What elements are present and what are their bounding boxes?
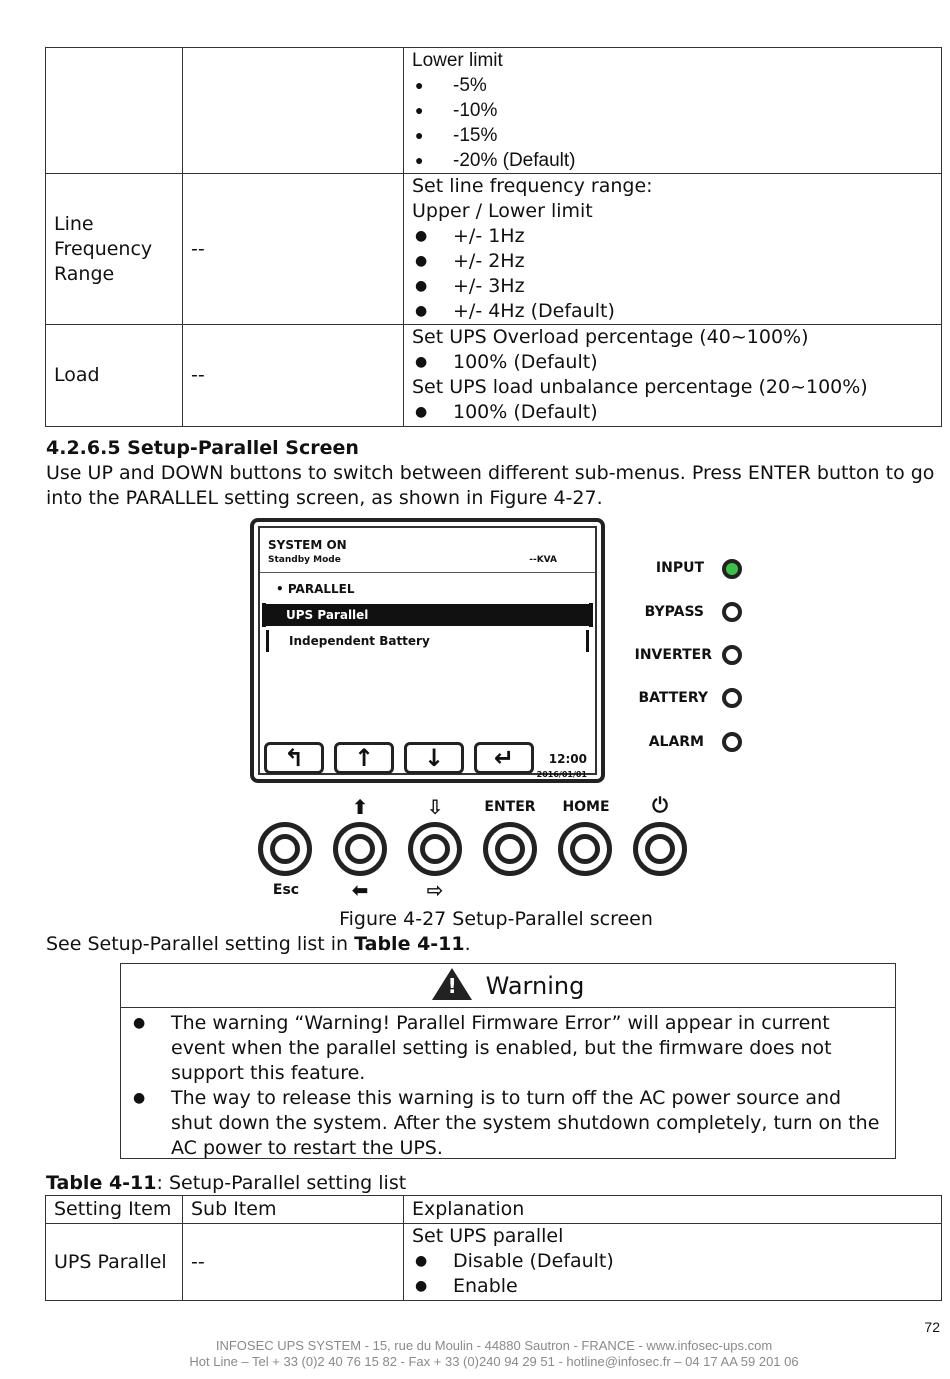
list-item: ● The warning “Warning! Parallel Firmware Error” will appear in current event when the parallel setting is enabled, but the firmware does not support this feature. — [171, 1011, 885, 1086]
lcd-item-selected: UPS Parallel — [266, 604, 589, 626]
left-key-icon: ⬅ — [351, 878, 369, 902]
explanation-line: Set UPS load unbalance percentage (20~100%) — [412, 376, 868, 398]
list-item: ● -15% — [412, 123, 933, 148]
warning-box — [120, 963, 896, 1159]
right-key-icon: ⇨ — [426, 878, 444, 902]
column-header: Sub Item — [183, 1196, 404, 1224]
esc-knob — [258, 822, 312, 876]
down-key-icon: ⇩ — [426, 795, 444, 819]
list-item: ● The way to release this warning is to turn off the AC power source and shut down the system. After the system shutdown completely, turn on the AC power to restart the UPS. — [171, 1086, 885, 1161]
warning-title: Warning — [485, 972, 585, 1000]
ups-panel-figure — [240, 515, 710, 905]
list-item: ● -10% — [412, 98, 933, 123]
table-caption-ref: Table 4-11 — [46, 1172, 157, 1194]
bullet-list — [412, 224, 933, 324]
setting-item-cell: Load — [46, 325, 183, 427]
sub-item-cell: -- — [183, 1224, 404, 1301]
sub-item-cell: -- — [183, 325, 404, 427]
home-knob — [558, 822, 612, 876]
setting-item-cell: Line Frequency Range — [46, 174, 183, 325]
setting-item-cell: UPS Parallel — [46, 1224, 183, 1301]
settings-table-continued — [45, 47, 942, 427]
table-cell — [404, 1224, 942, 1301]
bullet-list — [412, 73, 933, 173]
list-item: ● 100% (Default) — [412, 350, 933, 375]
table-header-row — [46, 1196, 942, 1224]
lcd-frame — [258, 526, 597, 779]
explanation-line: Set UPS parallel — [412, 1225, 564, 1247]
bullet-list — [412, 400, 933, 425]
table-cell — [46, 48, 183, 174]
bullet-list — [412, 350, 933, 375]
down-knob — [408, 822, 462, 876]
table-row — [46, 48, 942, 174]
lcd-menu-title: • PARALLEL — [276, 582, 355, 596]
led-label-alarm: ALARM — [648, 734, 704, 750]
section-paragraph: Use UP and DOWN buttons to switch between different sub-menus. Press ENTER button to go into the PARALLEL setting screen, as shown in Figure 4-27. — [46, 462, 935, 509]
lcd-time: 12:00 — [548, 752, 587, 766]
back-icon: ↰ — [264, 742, 324, 774]
table-row — [46, 1224, 942, 1301]
list-item: ● -20% (Default) — [412, 148, 933, 173]
explanation-header: Lower limit — [412, 50, 503, 71]
lcd-item: Independent Battery — [266, 630, 589, 652]
power-knob — [633, 822, 687, 876]
footer-hotline: Hot Line – Tel + 33 (0)2 40 76 15 82 - Fax + 33 (0)240 94 29 51 - hotline@infosec.fr – 04 17 AA 59 201 06 — [189, 1354, 799, 1369]
reference-suffix: . — [464, 933, 471, 955]
column-header: Setting Item — [46, 1196, 183, 1224]
bypass-led-icon — [722, 602, 742, 622]
up-key-icon: ⬆ — [351, 795, 369, 819]
list-item: ● +/- 1Hz — [412, 224, 933, 249]
footer-address: INFOSEC UPS SYSTEM - 15, rue du Moulin - 44880 Sautron - FRANCE - www.infosec-ups.com — [215, 1338, 773, 1353]
lcd-status: SYSTEM ON — [268, 538, 347, 552]
battery-led-icon — [722, 688, 742, 708]
table-cell — [404, 174, 942, 325]
setup-parallel-table — [45, 1195, 942, 1301]
power-icon: ⏻ — [652, 793, 668, 817]
input-led-icon — [722, 559, 742, 579]
list-item: ● -5% — [412, 73, 933, 98]
enter-knob — [483, 822, 537, 876]
list-item: ● +/- 3Hz — [412, 274, 933, 299]
enter-icon: ↵ — [474, 742, 534, 774]
explanation-line: Set line frequency range: — [412, 175, 653, 197]
inverter-led-icon — [722, 645, 742, 665]
enter-key-label: ENTER — [484, 799, 536, 815]
up-arrow-icon: ↑ — [334, 742, 394, 774]
figure-caption: Figure 4-27 Setup-Parallel screen — [339, 908, 653, 930]
explanation-line: Set UPS Overload percentage (40~100%) — [412, 326, 809, 348]
reference-link: Table 4-11 — [354, 933, 465, 955]
led-label-inverter: INVERTER — [634, 647, 712, 663]
table-row — [46, 325, 942, 427]
led-label-input: INPUT — [655, 560, 704, 576]
table-cell — [404, 325, 942, 427]
up-knob — [333, 822, 387, 876]
table-caption-text: : Setup-Parallel setting list — [156, 1172, 407, 1194]
lcd-mode: Standby Mode — [268, 555, 341, 565]
down-arrow-icon: ↓ — [404, 742, 464, 774]
warning-header — [121, 964, 895, 1008]
esc-key-label: Esc — [272, 882, 300, 898]
table-caption — [46, 1171, 406, 1196]
page-number: 72 — [924, 1319, 940, 1335]
warning-list — [121, 1008, 895, 1161]
reference-text: See Setup-Parallel setting list in — [46, 933, 355, 955]
table-cell — [183, 48, 404, 174]
divider — [260, 572, 595, 573]
led-label-bypass: BYPASS — [644, 604, 704, 620]
table-reference — [46, 932, 471, 957]
table-cell — [404, 48, 942, 174]
list-item: ● 100% (Default) — [412, 400, 933, 425]
list-item: ● +/- 4Hz (Default) — [412, 299, 933, 324]
list-item: ● Disable (Default) — [412, 1249, 933, 1274]
column-header: Explanation — [404, 1196, 942, 1224]
led-label-battery: BATTERY — [638, 690, 708, 706]
lcd-date: 2016/01/01 — [536, 770, 587, 779]
section-title: 4.2.6.5 Setup-Parallel Screen — [46, 437, 359, 459]
lcd-kva: --KVA — [529, 555, 557, 565]
warning-triangle-icon — [432, 968, 472, 1000]
sub-item-cell: -- — [183, 174, 404, 325]
explanation-line: Upper / Lower limit — [412, 200, 593, 222]
alarm-led-icon — [722, 732, 742, 752]
lcd-screen — [250, 518, 605, 783]
table-row — [46, 174, 942, 325]
list-item: ● Enable — [412, 1274, 933, 1299]
home-key-label: HOME — [562, 799, 610, 815]
bullet-list — [412, 1249, 933, 1299]
list-item: ● +/- 2Hz — [412, 249, 933, 274]
